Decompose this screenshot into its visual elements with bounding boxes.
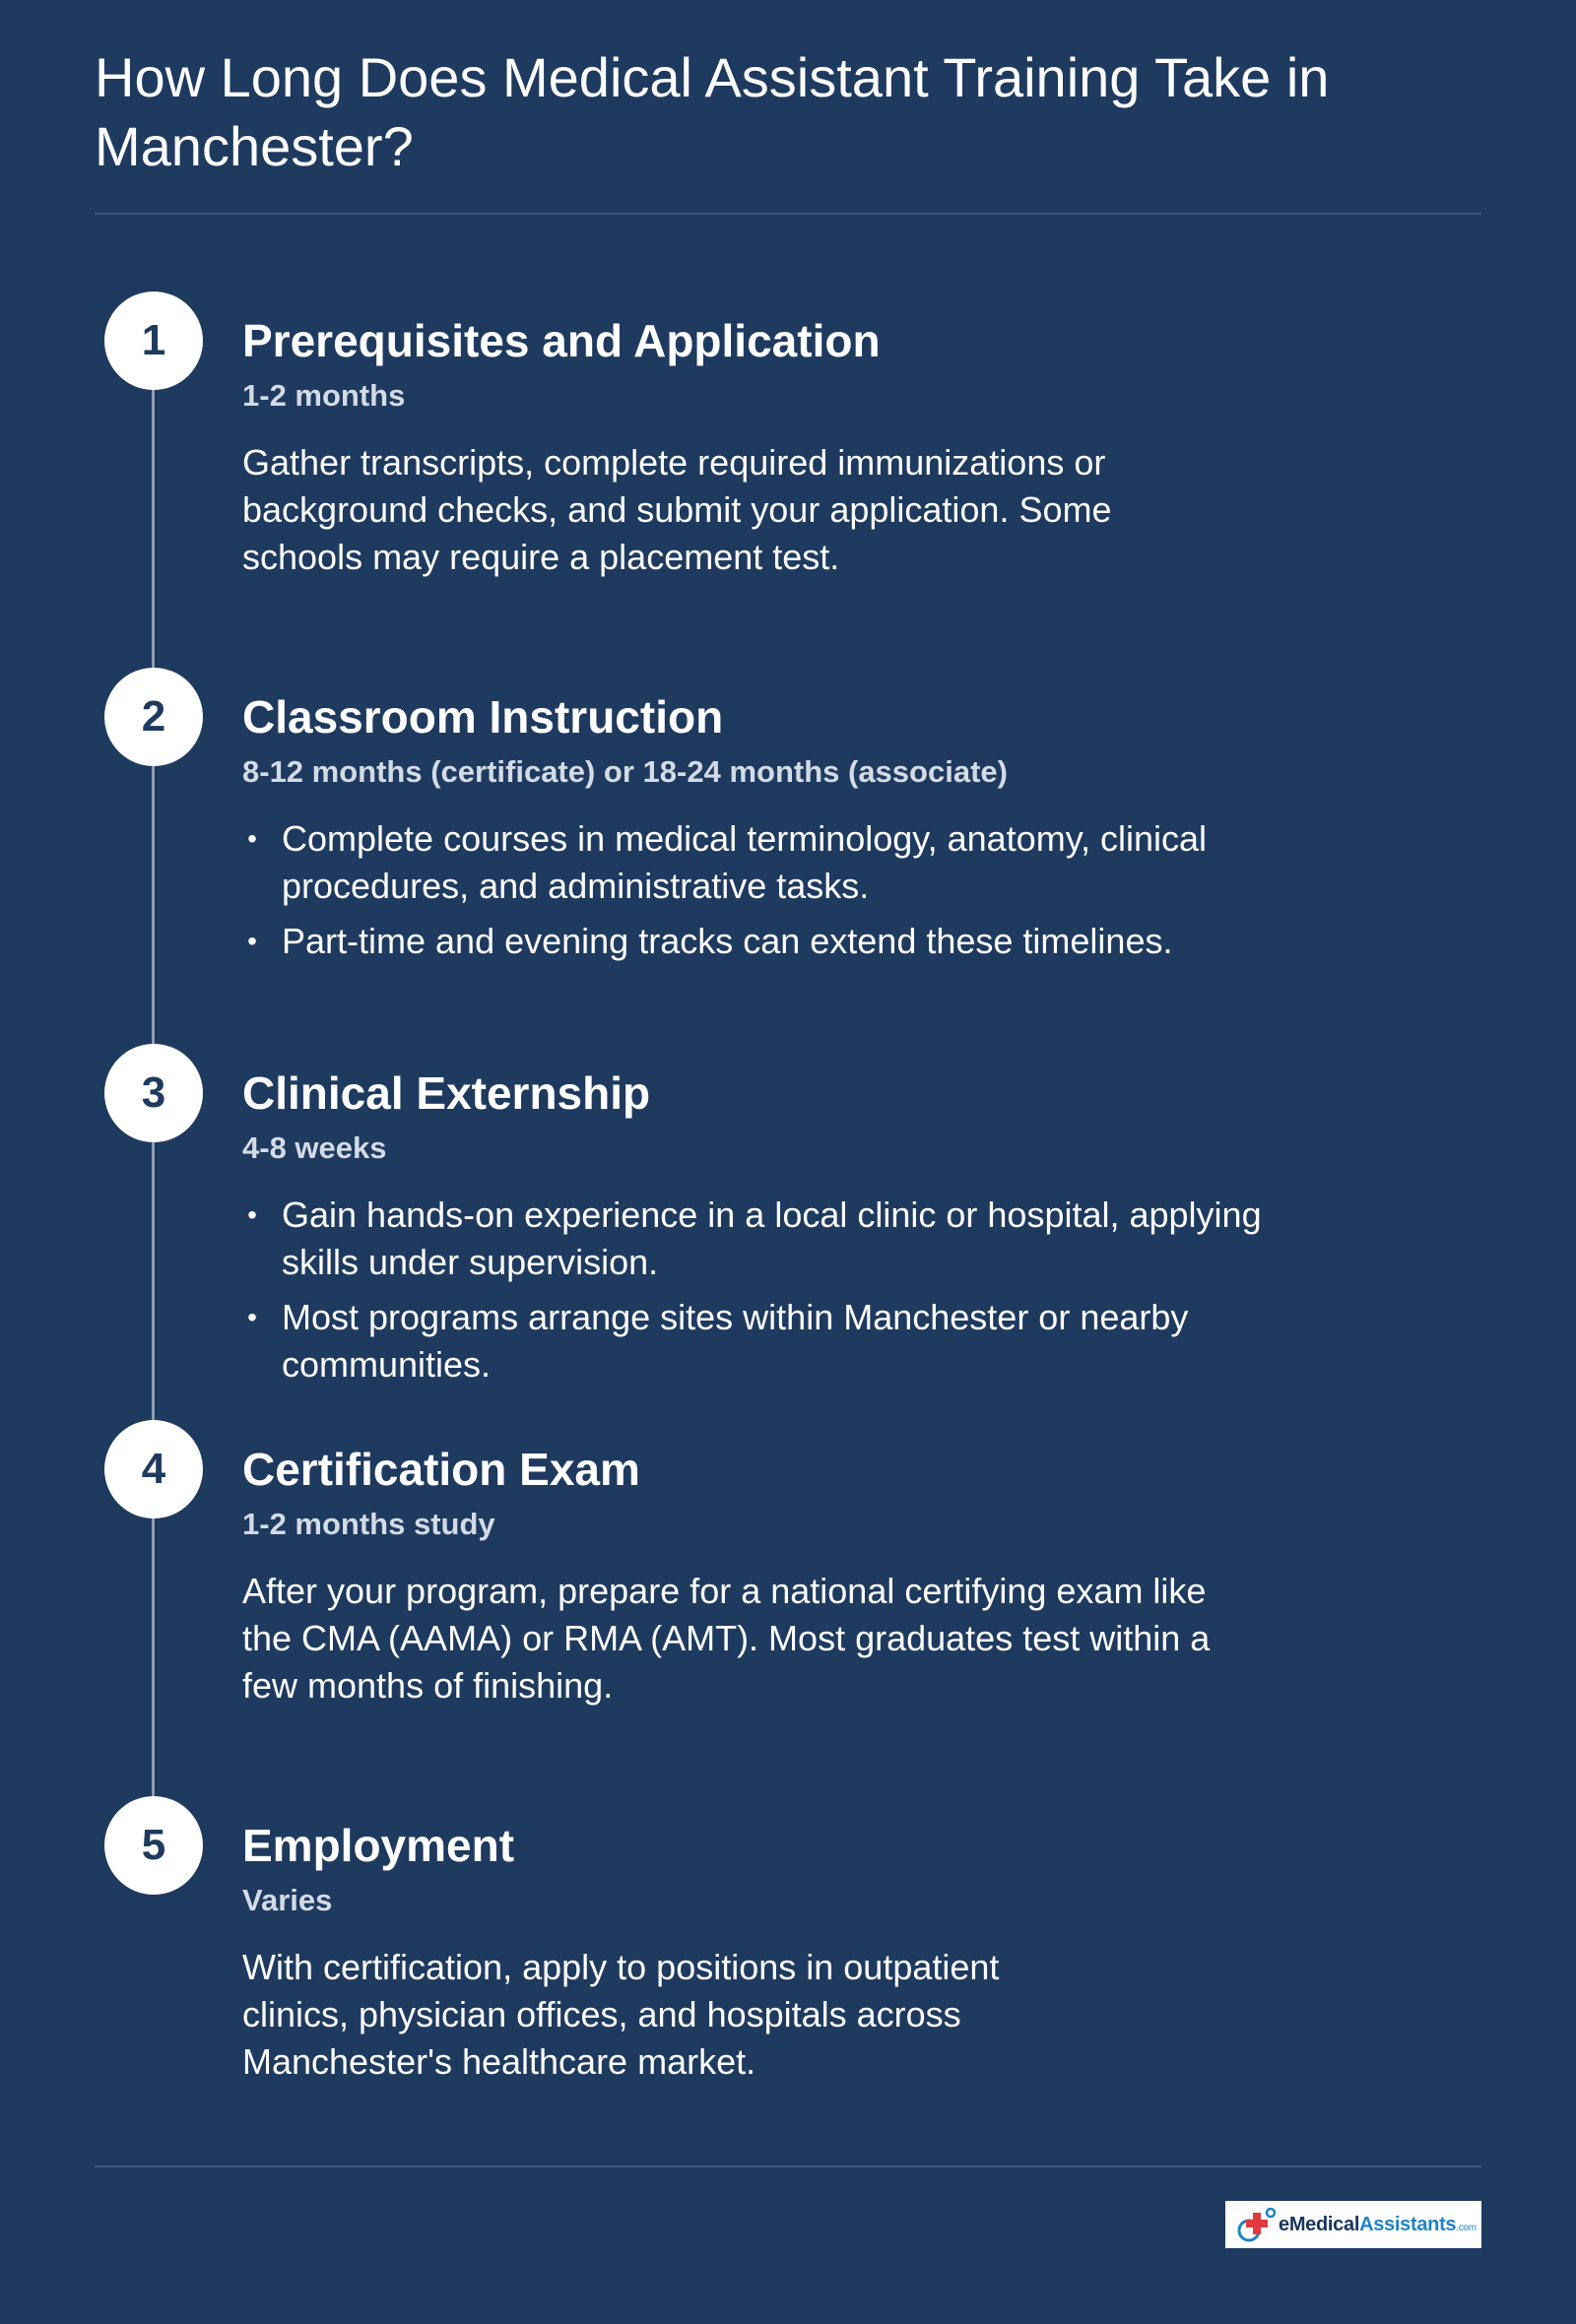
list-item	[242, 918, 1267, 965]
footer-divider	[95, 2165, 1481, 2167]
bullet-text: Gain hands-on experience in a local clinic or hospital, applying skills under supervision.	[282, 1194, 1262, 1282]
bullet-icon: •	[247, 1302, 257, 1332]
step-number-badge: 3	[104, 1044, 203, 1142]
header-divider	[95, 213, 1481, 215]
bullet-icon: •	[247, 823, 257, 854]
step-duration: Varies	[242, 1883, 333, 1917]
bullet-icon: •	[247, 926, 257, 956]
step-number-badge: 2	[104, 668, 203, 766]
step-bullet-list	[242, 815, 1267, 973]
list-item	[242, 1294, 1267, 1388]
step-description: Gather transcripts, complete required immunizations or background checks, and submit your application. Some schools may require a placement test.	[242, 442, 1112, 577]
bullet-text: Most programs arrange sites within Manchester or nearby communities.	[282, 1297, 1189, 1385]
step-number-badge: 5	[104, 1796, 203, 1895]
page-title: How Long Does Medical Assistant Training Take in Manchester?	[95, 46, 1330, 177]
step-title: Employment	[242, 1820, 515, 1871]
step-duration: 1-2 months	[242, 378, 406, 413]
step-duration: 8-12 months (certificate) or 18-24 months (associate)	[242, 754, 1008, 789]
step-number-badge: 4	[104, 1420, 203, 1518]
step-duration: 1-2 months study	[242, 1507, 495, 1541]
step-number-badge: 1	[104, 291, 203, 390]
list-item	[242, 815, 1267, 910]
bullet-text: Part-time and evening tracks can extend these timelines.	[282, 921, 1173, 961]
step-title: Certification Exam	[242, 1444, 640, 1495]
step-duration: 4-8 weeks	[242, 1130, 387, 1165]
list-item	[242, 1192, 1267, 1286]
step-title: Clinical Externship	[242, 1067, 651, 1119]
step-title: Prerequisites and Application	[242, 315, 881, 366]
step-description: With certification, apply to positions in outpatient clinics, physician offices, and hospitals across Manchester's healthcare market.	[242, 1947, 1000, 2082]
emedicalassistants-logo[interactable]	[1225, 2201, 1481, 2248]
logo-wordmark: eMedicalAssistants.com	[1279, 2213, 1477, 2235]
medical-cross-icon	[1235, 2205, 1279, 2244]
step-title: Classroom Instruction	[242, 691, 724, 742]
bullet-icon: •	[247, 1199, 257, 1230]
step-bullet-list	[242, 1192, 1267, 1396]
bullet-text: Complete courses in medical terminology, anatomy, clinical procedures, and administrative tasks.	[282, 818, 1208, 906]
step-description: After your program, prepare for a national certifying exam like the CMA (AAMA) or RMA (AMT). Most graduates test within a few months of finishing.	[242, 1571, 1211, 1706]
